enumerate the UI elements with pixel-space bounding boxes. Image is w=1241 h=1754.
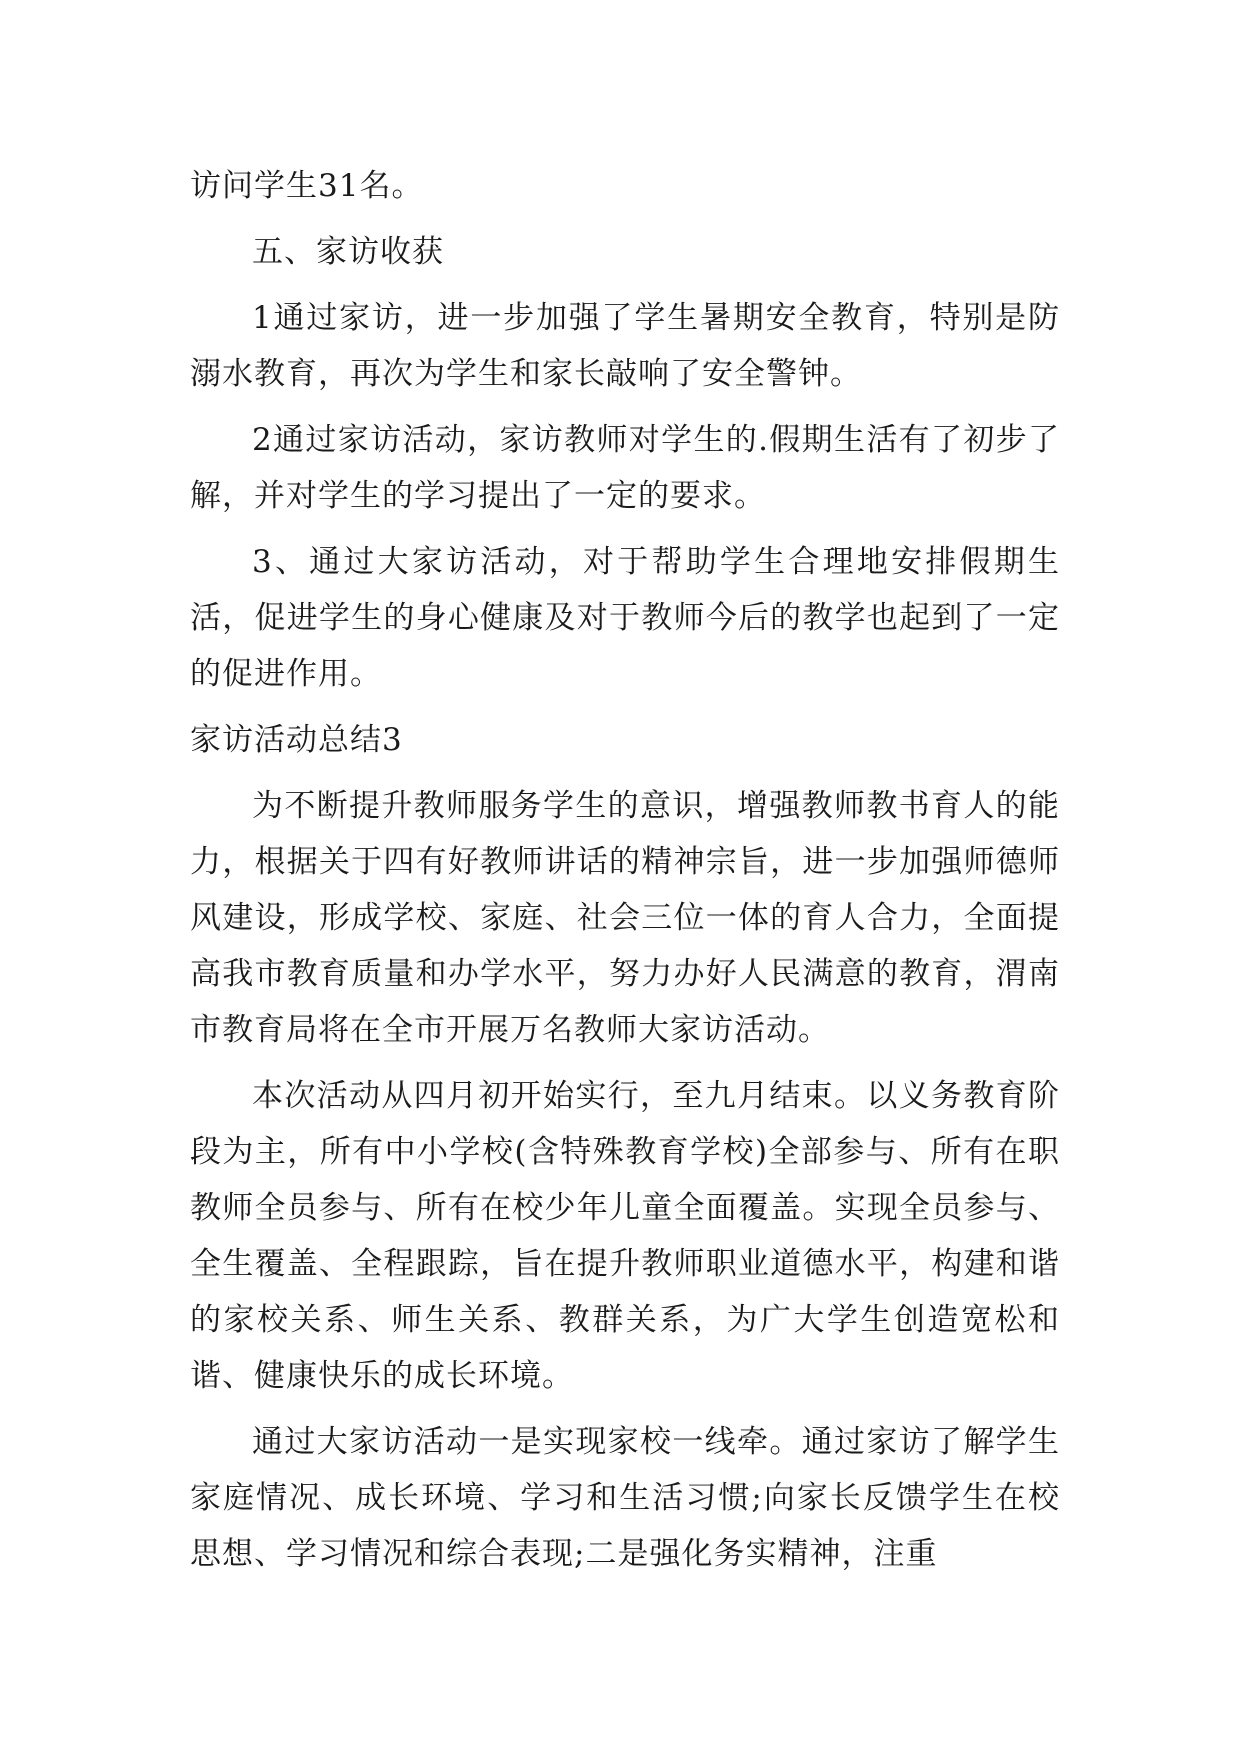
- paragraph-harvest-1: 1通过家访，进一步加强了学生暑期安全教育，特别是防溺水教育，再次为学生和家长敲响了安全警钟。: [190, 300, 1060, 392]
- paragraph-continuation: 访问学生31名。: [190, 168, 424, 204]
- document-title: 家访活动总结3: [190, 722, 403, 758]
- paragraph-goals: 通过大家访活动一是实现家校一线牵。通过家访了解学生家庭情况、成长环境、学习和生活习惯;向家长反馈学生在校思想、学习情况和综合表现;二是强化务实精神，注重: [190, 1424, 1060, 1572]
- section-heading-harvest: 五、家访收获: [252, 234, 444, 270]
- paragraph-scope: 本次活动从四月初开始实行，至九月结束。以义务教育阶段为主，所有中小学校(含特殊教育学校)全部参与、所有在职教师全员参与、所有在校少年儿童全面覆盖。实现全员参与、全生覆盖、全程跟踪，旨在提升教师职业道德水平，构建和谐的家校关系、师生关系、教群关系，为广大学生创造宽松和谐、健康快乐的成长环境。: [190, 1078, 1060, 1394]
- paragraph-intro: 为不断提升教师服务学生的意识，增强教师教书育人的能力，根据关于四有好教师讲话的精神宗旨，进一步加强师德师风建设，形成学校、家庭、社会三位一体的育人合力，全面提高我市教育质量和办学水平，努力办好人民满意的教育，渭南市教育局将在全市开展万名教师大家访活动。: [190, 788, 1060, 1048]
- paragraph-harvest-3: 3、通过大家访活动，对于帮助学生合理地安排假期生活，促进学生的身心健康及对于教师今后的教学也起到了一定的促进作用。: [190, 544, 1060, 692]
- document-body: [190, 158, 1060, 1592]
- paragraph-harvest-2: 2通过家访活动，家访教师对学生的.假期生活有了初步了解，并对学生的学习提出了一定的要求。: [190, 422, 1060, 514]
